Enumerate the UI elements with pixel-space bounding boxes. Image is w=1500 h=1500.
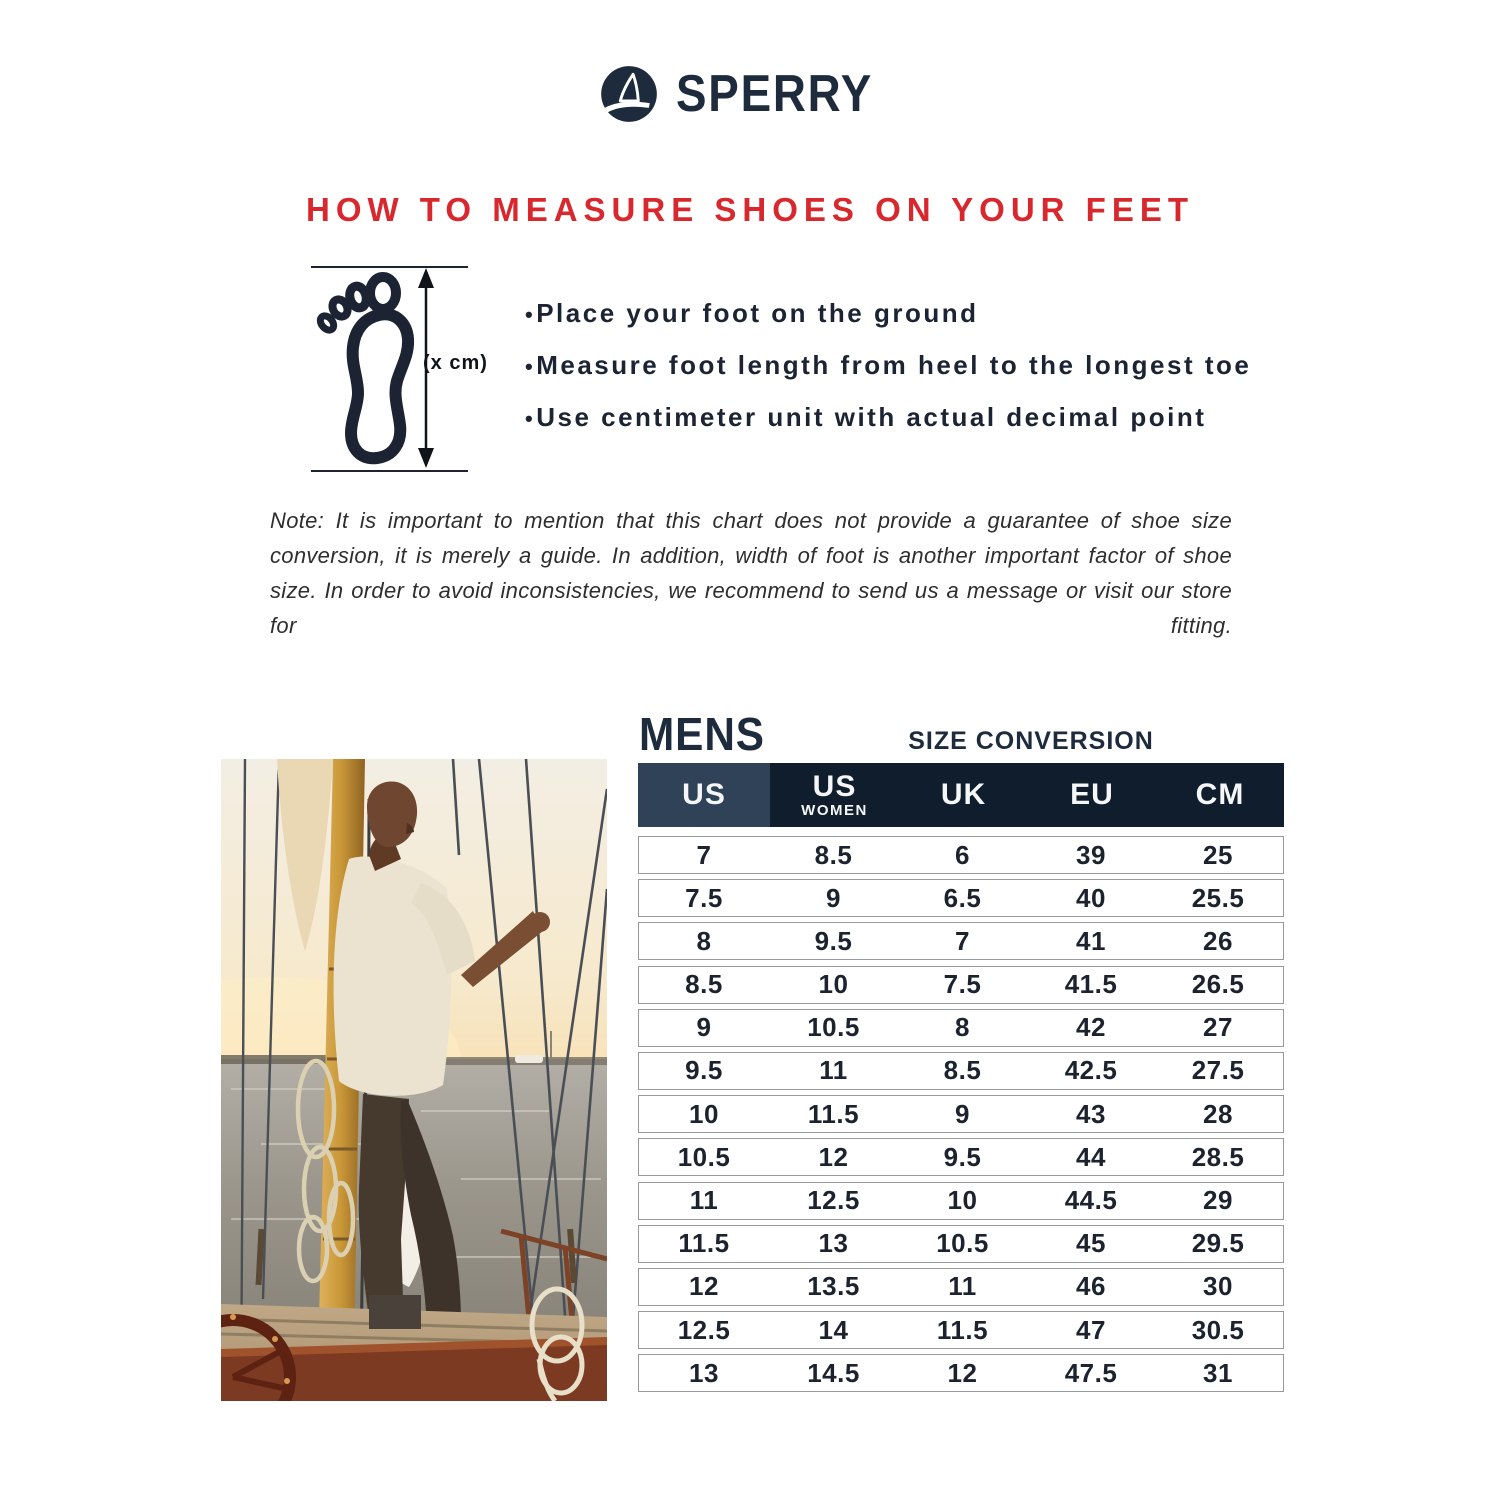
size-cell: 10: [689, 1098, 719, 1129]
size-cell: 11.5: [936, 1314, 989, 1345]
table-row: [638, 1009, 1284, 1047]
table-title: SIZE CONVERSION: [908, 727, 1154, 755]
size-cell: 44.5: [1064, 1185, 1118, 1215]
size-cell: 42.5: [1064, 1055, 1118, 1086]
bullet-icon: •: [525, 406, 536, 431]
table-row: [638, 879, 1284, 917]
size-cell: 13: [818, 1228, 849, 1259]
table-row: [638, 1354, 1284, 1392]
size-cell: 9: [955, 1098, 970, 1129]
column-header-cm: CM: [1195, 778, 1245, 811]
size-cell: 29.5: [1191, 1228, 1245, 1259]
size-cell: 45: [1076, 1228, 1106, 1259]
size-cell: 28.5: [1191, 1141, 1245, 1172]
size-cell: 30: [1203, 1271, 1233, 1302]
table-row: [638, 1138, 1284, 1176]
size-cell: 43: [1076, 1098, 1106, 1129]
table-row: [638, 966, 1284, 1004]
size-cell: 39: [1076, 839, 1106, 870]
table-row: [638, 1225, 1284, 1263]
size-cell: 11.5: [807, 1098, 860, 1129]
size-cell: 9.5: [943, 1141, 982, 1172]
size-cell: 40: [1076, 882, 1106, 913]
size-cell: 6.5: [943, 882, 982, 913]
table-row: [638, 1052, 1284, 1090]
size-cell: 8.5: [943, 1055, 982, 1086]
size-table-header: [638, 763, 1284, 827]
size-cell: 31: [1203, 1357, 1233, 1388]
size-cell: 14.5: [807, 1357, 860, 1388]
size-cell: 11: [819, 1055, 848, 1086]
diagram-unit-label: (x cm): [423, 352, 488, 374]
size-cell: 7: [955, 925, 970, 956]
size-cell: 7.5: [943, 969, 982, 1000]
size-cell: 12: [818, 1141, 849, 1172]
size-cell: 8: [696, 925, 712, 956]
size-cell: 47.5: [1064, 1357, 1118, 1388]
instruction-text: Measure foot length from heel to the longest toe: [536, 350, 1252, 380]
size-cell: 13.5: [807, 1271, 860, 1302]
table-row: [638, 922, 1284, 960]
size-cell: 8.5: [814, 839, 853, 870]
size-cell: 11: [689, 1185, 719, 1215]
size-cell: 6: [955, 839, 970, 870]
size-cell: 44: [1076, 1141, 1106, 1172]
page-title: HOW TO MEASURE SHOES ON YOUR FEET: [305, 191, 1195, 228]
column-header-us: US: [638, 763, 770, 827]
instruction-item: [525, 298, 1251, 329]
size-cell: 47: [1076, 1314, 1106, 1345]
size-cell: 10: [818, 969, 849, 1000]
size-cell: 29: [1203, 1185, 1233, 1215]
size-cell: 27: [1203, 1012, 1233, 1043]
brand-header: [0, 64, 1500, 124]
size-cell: 27.5: [1191, 1055, 1245, 1086]
size-cell: 42: [1076, 1012, 1106, 1043]
size-cell: 12: [689, 1271, 719, 1302]
size-cell: 11: [948, 1271, 977, 1302]
instruction-item: [525, 350, 1251, 381]
size-cell: 25.5: [1191, 882, 1245, 913]
size-cell: 9: [826, 882, 841, 913]
size-cell: 12.5: [677, 1314, 731, 1345]
column-header-uk: UK: [940, 778, 987, 811]
sperry-sailboat-icon: [600, 65, 658, 123]
size-cell: 28: [1203, 1098, 1233, 1129]
size-cell: 8: [955, 1012, 970, 1043]
size-cell: 7: [696, 839, 712, 870]
size-cell: 12: [947, 1357, 978, 1388]
instruction-text: Place your foot on the ground: [536, 298, 979, 328]
size-cell: 8.5: [685, 969, 723, 1000]
size-cell: 10.5: [677, 1141, 731, 1172]
size-cell: 26.5: [1191, 969, 1245, 1000]
size-cell: 12.5: [807, 1185, 860, 1215]
size-cell: 10.5: [936, 1228, 989, 1259]
measure-instructions: [525, 298, 1251, 454]
column-header-eu: EU: [1070, 778, 1114, 811]
bullet-icon: •: [525, 354, 536, 379]
size-table-body: [638, 836, 1284, 1397]
size-cell: 13: [689, 1357, 719, 1388]
size-cell: 10.5: [807, 1012, 860, 1043]
instruction-text: Use centimeter unit with actual decimal point: [536, 402, 1207, 432]
table-row: [638, 1095, 1284, 1133]
size-cell: 9.5: [814, 925, 853, 956]
size-cell: 25: [1203, 839, 1233, 870]
table-row: [638, 1182, 1284, 1220]
boat-photo: [221, 759, 607, 1401]
size-cell: 10: [947, 1185, 978, 1215]
table-row: [638, 1311, 1284, 1349]
size-cell: 11.5: [678, 1228, 730, 1259]
size-cell: 14: [818, 1314, 849, 1345]
section-title: MENS: [639, 708, 765, 760]
size-cell: 9.5: [685, 1055, 723, 1086]
size-cell: 41: [1076, 925, 1106, 956]
size-cell: 30.5: [1191, 1314, 1245, 1345]
footprint-icon: [313, 271, 425, 465]
note-paragraph: Note: It is important to mention that this chart does not provide a guarantee of shoe size conversion, it is merely a guide. In addition, width of foot is another important factor of shoe size. In order to avoid inconsistencies, we recommend to send us a message or visit our store for fitting.: [270, 508, 1232, 638]
size-cell: 26: [1203, 925, 1233, 956]
instruction-item: [525, 402, 1251, 433]
size-cell: 7.5: [685, 882, 723, 913]
bullet-icon: •: [525, 302, 536, 327]
brand-name: SPERRY: [676, 65, 874, 123]
size-cell: 41.5: [1064, 969, 1118, 1000]
table-row: [638, 1268, 1284, 1306]
column-header-us-women: US WOMEN: [801, 769, 868, 819]
size-cell: 9: [696, 1012, 712, 1043]
table-row: [638, 836, 1284, 874]
foot-measure-diagram: [311, 266, 488, 472]
size-cell: 46: [1076, 1271, 1106, 1302]
